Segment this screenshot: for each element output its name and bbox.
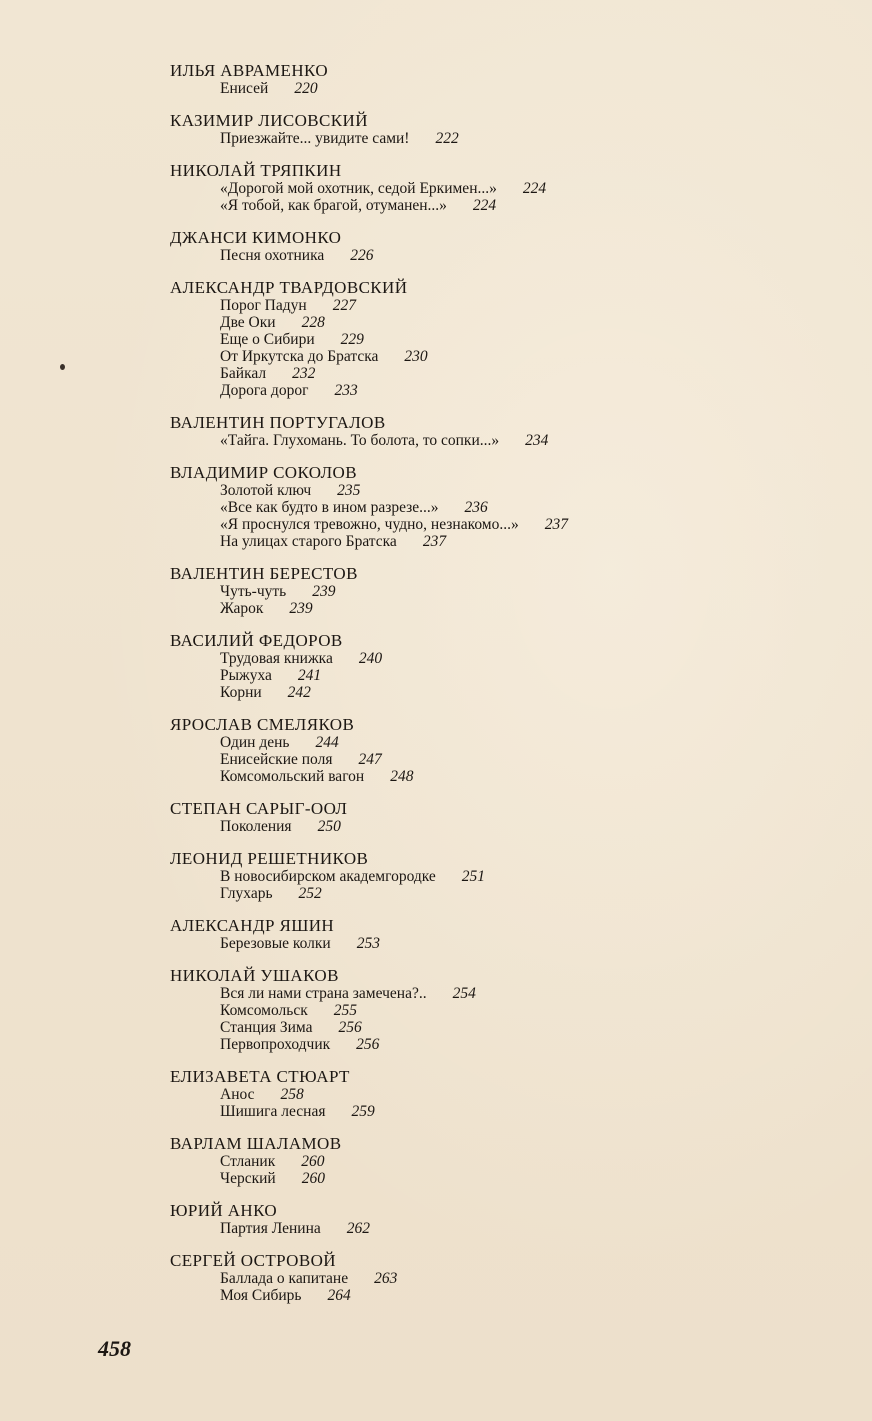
poem-page-number: 222 [435, 130, 459, 147]
poem-entry [170, 684, 850, 701]
poem-page-number: 264 [327, 1287, 351, 1304]
poem-entry [170, 751, 850, 768]
author-name: КАЗИМИР ЛИСОВСКИЙ [170, 111, 368, 130]
poem-page-number: 251 [461, 868, 486, 885]
author-name: ЯРОСЛАВ СМЕЛЯКОВ [170, 715, 355, 734]
poem-entry [170, 985, 850, 1002]
poem-page-number: 228 [301, 314, 325, 331]
author-entry [170, 632, 850, 701]
author-name: ВАСИЛИЙ ФЕДОРОВ [170, 631, 343, 650]
author-entry [170, 716, 850, 785]
author-entry [170, 917, 850, 952]
author-name: СТЕПАН САРЫГ-ООЛ [170, 799, 348, 818]
poem-page-number: 263 [374, 1270, 398, 1287]
author-name: НИКОЛАЙ ТРЯПКИН [170, 161, 342, 180]
poem-entry [170, 482, 850, 499]
poem-entry [170, 432, 850, 449]
author-name: ВАРЛАМ ШАЛАМОВ [170, 1134, 342, 1153]
poem-title: Комсомольск [220, 1002, 308, 1019]
poem-entry [170, 1019, 850, 1036]
poem-entry [170, 365, 850, 382]
author-entry [170, 464, 850, 550]
ink-dot [60, 364, 65, 370]
poem-title: Моя Сибирь [220, 1287, 302, 1304]
poem-page-number: 232 [292, 365, 316, 382]
author-name: ВАЛЕНТИН БЕРЕСТОВ [170, 564, 358, 583]
author-entry [170, 112, 850, 147]
poem-entry [170, 1170, 850, 1187]
poem-title: Енисей [220, 80, 269, 97]
poem-entry [170, 297, 850, 314]
poem-entry [170, 314, 850, 331]
poem-page-number: 256 [338, 1019, 362, 1036]
poem-entry [170, 130, 850, 147]
author-entry [170, 1202, 850, 1237]
poem-entry [170, 1103, 850, 1120]
poem-title: Один день [220, 734, 290, 751]
poem-page-number: 254 [452, 985, 476, 1002]
table-of-contents [170, 62, 850, 1319]
poem-title: Песня охотника [220, 247, 325, 264]
poem-title: Баллада о капитане [220, 1270, 349, 1287]
poem-page-number: 226 [350, 247, 374, 264]
author-entry [170, 229, 850, 264]
author-name: ЛЕОНИД РЕШЕТНИКОВ [170, 849, 369, 868]
poem-page-number: 220 [294, 80, 318, 97]
poem-entry [170, 600, 850, 617]
poem-entry [170, 734, 850, 751]
poem-page-number: 259 [351, 1103, 375, 1120]
poem-page-number: 258 [280, 1086, 304, 1103]
poem-title: Рыжуха [220, 667, 272, 684]
poem-title: «Я тобой, как брагой, отуманен...» [220, 197, 447, 214]
poem-title: «Все как будто в ином разрезе...» [220, 499, 439, 516]
poem-page-number: 237 [422, 533, 447, 550]
poem-entry [170, 80, 850, 97]
poem-page-number: 244 [315, 734, 339, 751]
poem-page-number: 239 [312, 583, 336, 600]
poem-page-number: 253 [356, 935, 380, 952]
author-entry [170, 1252, 850, 1304]
poem-title: Трудовая книжка [220, 650, 333, 667]
author-entry [170, 62, 850, 97]
poem-entry [170, 768, 850, 785]
poem-page-number: 262 [346, 1220, 370, 1237]
author-name: ВЛАДИМИР СОКОЛОВ [170, 463, 357, 482]
author-entry [170, 414, 850, 449]
poem-page-number: 250 [317, 818, 341, 835]
poem-page-number: 224 [472, 197, 497, 214]
poem-entry [170, 331, 850, 348]
poem-page-number: 233 [334, 382, 358, 399]
poem-entry [170, 247, 850, 264]
poem-entry [170, 885, 850, 902]
author-entry [170, 565, 850, 617]
poem-page-number: 256 [356, 1036, 380, 1053]
poem-title: Чуть-чуть [220, 583, 287, 600]
poem-title: Станция Зима [220, 1019, 313, 1036]
author-name: ЮРИЙ АНКО [170, 1201, 278, 1220]
poem-title: Порог Падун [220, 297, 307, 314]
author-name: ЕЛИЗАВЕТА СТЮАРТ [170, 1067, 350, 1086]
poem-page-number: 241 [297, 667, 322, 684]
poem-title: Дорога дорог [220, 382, 309, 399]
poem-entry [170, 1002, 850, 1019]
author-name: ВАЛЕНТИН ПОРТУГАЛОВ [170, 413, 386, 432]
poem-title: Золотой ключ [220, 482, 312, 499]
poem-title: Две Оки [220, 314, 276, 331]
poem-entry [170, 1287, 850, 1304]
author-entry [170, 800, 850, 835]
poem-title: Вся ли нами страна замечена?.. [220, 985, 427, 1002]
poem-title: Еще о Сибири [220, 331, 315, 348]
poem-entry [170, 818, 850, 835]
poem-page-number: 229 [340, 331, 364, 348]
poem-entry [170, 533, 850, 550]
poem-page-number: 240 [358, 650, 383, 667]
poem-page-number: 260 [301, 1153, 325, 1170]
poem-entry [170, 197, 850, 214]
poem-page-number: 260 [301, 1170, 325, 1187]
poem-title: Енисейские поля [220, 751, 333, 768]
poem-title: В новосибирском академгородке [220, 868, 436, 885]
poem-page-number: 237 [544, 516, 568, 533]
poem-page-number: 230 [404, 348, 428, 365]
poem-title: Первопроходчик [220, 1036, 331, 1053]
poem-page-number: 235 [337, 482, 361, 499]
poem-entry [170, 382, 850, 399]
poem-page-number: 239 [289, 600, 313, 617]
poem-entry [170, 516, 850, 533]
poem-entry [170, 667, 850, 684]
poem-title: «Дорогой мой охотник, седой Еркимен...» [220, 180, 497, 197]
poem-title: Корни [220, 684, 262, 701]
poem-title: Черский [220, 1170, 276, 1187]
poem-title: Партия Ленина [220, 1220, 321, 1237]
poem-title: «Я проснулся тревожно, чудно, незнакомо...» [220, 516, 519, 533]
poem-entry [170, 868, 850, 885]
poem-page-number: 227 [332, 297, 356, 314]
poem-entry [170, 935, 850, 952]
poem-entry [170, 499, 850, 516]
poem-page-number: 242 [287, 684, 311, 701]
poem-title: На улицах старого Братска [220, 533, 397, 550]
page-number: 458 [98, 1336, 131, 1361]
author-entry [170, 1135, 850, 1187]
author-entry [170, 850, 850, 902]
poem-title: Поколения [220, 818, 292, 835]
author-entry [170, 967, 850, 1053]
poem-title: От Иркутска до Братска [220, 348, 379, 365]
poem-title: Шишига лесная [220, 1103, 326, 1120]
poem-entry [170, 1153, 850, 1170]
poem-entry [170, 348, 850, 365]
poem-title: Комсомольский вагон [220, 768, 365, 785]
poem-entry [170, 180, 850, 197]
poem-entry [170, 1086, 850, 1103]
author-name: АЛЕКСАНДР ТВАРДОВСКИЙ [170, 278, 408, 297]
author-name: ДЖАНСИ КИМОНКО [170, 228, 342, 247]
poem-entry [170, 1220, 850, 1237]
poem-title: Стланик [220, 1153, 276, 1170]
author-name: ИЛЬЯ АВРАМЕНКО [170, 61, 328, 80]
poem-title: Байкал [220, 365, 267, 382]
poem-title: Березовые колки [220, 935, 331, 952]
poem-page-number: 236 [464, 499, 488, 516]
poem-page-number: 248 [390, 768, 414, 785]
poem-page-number: 224 [522, 180, 547, 197]
poem-page-number: 252 [298, 885, 322, 902]
author-name: НИКОЛАЙ УШАКОВ [170, 966, 339, 985]
author-entry [170, 279, 850, 399]
poem-entry [170, 1270, 850, 1287]
poem-entry [170, 583, 850, 600]
poem-title: Анос [220, 1086, 255, 1103]
poem-page-number: 247 [358, 751, 382, 768]
poem-page-number: 255 [333, 1002, 357, 1019]
poem-entry [170, 650, 850, 667]
author-entry [170, 162, 850, 214]
author-name: АЛЕКСАНДР ЯШИН [170, 916, 335, 935]
author-name: СЕРГЕЙ ОСТРОВОЙ [170, 1251, 336, 1270]
poem-title: Жарок [220, 600, 264, 617]
poem-page-number: 234 [525, 432, 549, 449]
poem-title: Глухарь [220, 885, 273, 902]
poem-entry [170, 1036, 850, 1053]
author-entry [170, 1068, 850, 1120]
poem-title: «Тайга. Глухомань. То болота, то сопки...» [220, 432, 500, 449]
poem-title: Приезжайте... увидите сами! [220, 130, 410, 147]
